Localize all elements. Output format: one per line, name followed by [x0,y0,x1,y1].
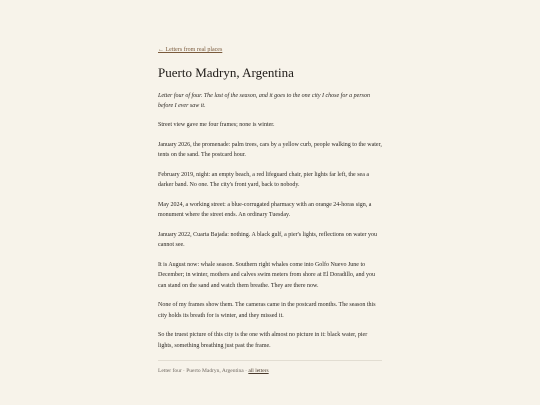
all-letters-link[interactable]: all letters [248,368,269,374]
paragraph-5: January 2022, Cuarta Bajada: nothing. A black gulf, a pier's lights, reflections on water you cannot see. [158,231,378,248]
paragraph-3: February 2019, night: an empty beach, a red lifeguard chair, pier lights far left, the sea a darker band. No one. The city's front yard, back to nobody. [158,171,370,188]
footer-divider [158,360,382,361]
footer [158,367,382,375]
paragraph-6: It is August now: whale season. Southern right whales come into Golfo Nuevo June to December; in winter, mothers and calves swim meters from shore at El Doradillo, and you can stand on the sand and watch them breathe. They are there now. [158,261,376,289]
paragraph-2: January 2026, the promenade: palm trees, cars by a yellow curb, people walking to the water, tents on the sand. The postcard hour. [158,141,382,158]
paragraph-1: Street view gave me four frames; none is winter. [158,122,275,128]
paragraph-7: None of my frames show them. The cameras came in the postcard months. The season this city holds its breath for is winter, and they missed it. [158,302,376,319]
paragraph-4: May 2024, a working street: a blue-corrugated pharmacy with an orange 24-horas sign, a monument where the street ends. An ordinary Tuesday. [158,201,372,218]
intro-paragraph: Letter four of four. The last of the season, and it goes to the one city I chose for a person before I ever saw it. [158,93,370,109]
footer-text: Letter four · Puerto Madryn, Argentina · [158,368,249,374]
letter-page [158,38,382,375]
back-link[interactable]: ← Letters from real places [158,47,223,53]
page-title: Puerto Madryn, Argentina [158,65,294,80]
paragraph-8: So the truest picture of this city is the one with almost no picture in it: black water, pier lights, something breathing just past the frame. [158,332,368,349]
